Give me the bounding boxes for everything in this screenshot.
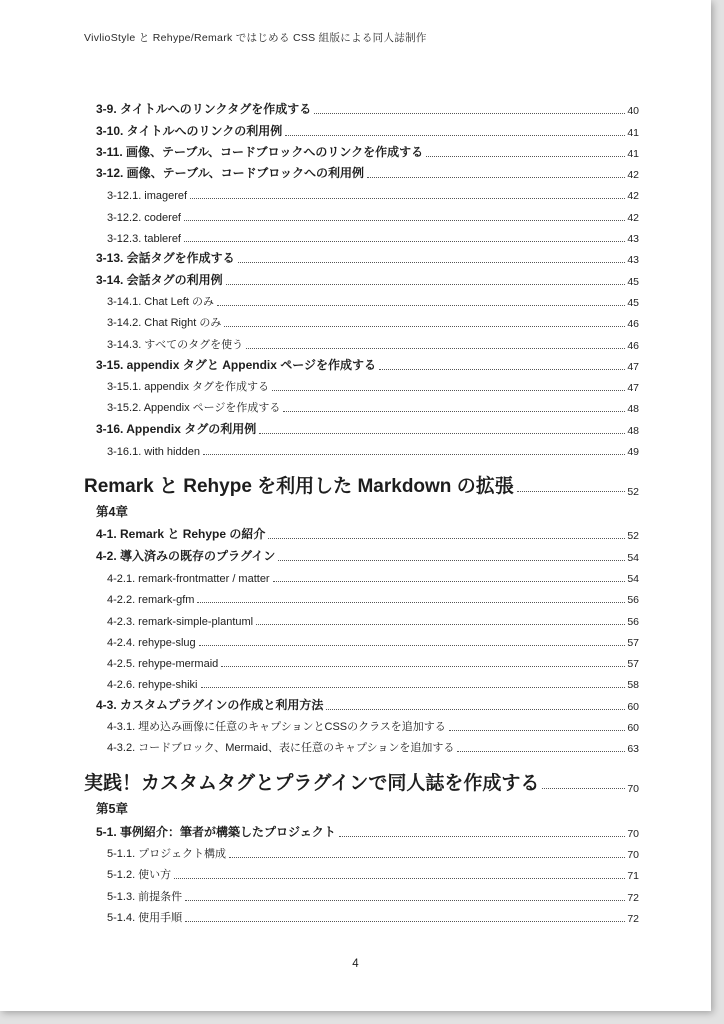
toc-entry-label: 3-16. Appendix タグの利用例	[96, 421, 257, 436]
toc-entry[interactable]	[84, 522, 639, 543]
toc-entry-label: 3-14.1. Chat Left のみ	[107, 295, 214, 308]
leader-dots	[184, 241, 625, 242]
toc-entry-label: 5-1.3. 前提条件	[107, 890, 183, 903]
leader-dots	[185, 921, 625, 922]
toc-entry-label: 4-3.1. 埋め込み画像に任意のキャプションとCSSのクラスを追加する	[107, 721, 446, 734]
leader-dots	[259, 433, 625, 434]
toc-entry-line	[84, 416, 639, 437]
toc-entry-line	[84, 161, 639, 182]
leader-dots	[542, 788, 625, 789]
chapter-number-label: 第4章	[96, 505, 128, 520]
leader-dots	[426, 156, 625, 157]
toc-entry-line	[84, 766, 639, 796]
toc-entry-line	[84, 905, 639, 926]
toc-entry-page-number: 63	[627, 743, 639, 756]
leader-dots	[449, 730, 626, 731]
toc-entry[interactable]	[84, 883, 639, 904]
toc-entry-line	[84, 353, 639, 374]
toc-entry-line	[84, 692, 639, 713]
toc-entry-label: 3-14.3. すべてのタグを使う	[107, 338, 244, 351]
toc-entry-page-number: 56	[627, 594, 639, 607]
toc-entry[interactable]	[84, 161, 639, 182]
toc-entry-label: 4-2.6. rehype-shiki	[107, 679, 198, 692]
leader-dots	[229, 857, 625, 858]
toc-entry-label: 5-1. 事例紹介：筆者が構築したプロジェクト	[96, 824, 336, 839]
toc-entry[interactable]	[84, 766, 639, 817]
toc-entry-page-number: 70	[627, 848, 639, 861]
toc-entry-label: 4-3.2. コードブロック、Mermaid、表に任意のキャプションを追加する	[107, 742, 455, 755]
toc-entry-page-number: 57	[627, 658, 639, 671]
toc-entry-page-number: 41	[627, 147, 639, 160]
toc-entry[interactable]	[84, 118, 639, 139]
leader-dots	[273, 581, 626, 582]
toc-entry-label: 3-12.3. tableref	[107, 233, 181, 246]
toc-entry-label: 3-16.1. with hidden	[107, 446, 200, 459]
toc-entry-page-number: 42	[627, 211, 639, 224]
leader-dots	[314, 113, 625, 114]
toc-entry-line	[84, 203, 639, 224]
toc-entry-label: 5-1.2. 使い方	[107, 869, 172, 882]
toc-entry[interactable]	[84, 469, 639, 520]
toc-entry-page-number: 57	[627, 636, 639, 649]
toc-entry[interactable]	[84, 203, 639, 224]
toc-entry-page-number: 60	[627, 700, 639, 713]
toc-entry-line	[84, 331, 639, 352]
toc-entry-line	[84, 862, 639, 883]
toc-entry-page-number: 40	[627, 105, 639, 118]
toc-entry-page-number: 46	[627, 339, 639, 352]
toc-entry-line	[84, 374, 639, 395]
toc-entry-line	[84, 565, 639, 586]
toc-entry[interactable]	[84, 353, 639, 374]
leader-dots	[379, 369, 625, 370]
toc-entry-page-number: 58	[627, 679, 639, 692]
toc-entry-line	[84, 395, 639, 416]
toc-entry[interactable]	[84, 140, 639, 161]
toc-entry[interactable]	[84, 225, 639, 246]
toc-entry-label: 4-2. 導入済みの既存のプラグイン	[96, 548, 276, 563]
toc-entry[interactable]	[84, 267, 639, 288]
toc-entry-label: 3-12. 画像、テーブル、コードブロックへの利用例	[96, 166, 365, 181]
toc-entry-label: 3-12.1. imageref	[107, 190, 188, 203]
toc-entry-label: 4-2.2. remark-gfm	[107, 594, 195, 607]
toc-entry-label: 4-2.4. rehype-slug	[107, 636, 196, 649]
table-of-contents	[84, 97, 639, 926]
toc-entry[interactable]	[84, 331, 639, 352]
toc-entry-line	[84, 267, 639, 288]
toc-entry-page-number: 49	[627, 446, 639, 459]
toc-entry-line	[84, 438, 639, 459]
toc-entry-label: Remark と Rehype を利用した Markdown の拡張	[84, 476, 514, 498]
toc-entry-line	[84, 543, 639, 564]
leader-dots	[221, 666, 625, 667]
leader-dots	[199, 645, 626, 646]
toc-entry-line	[84, 629, 639, 650]
leader-dots	[367, 177, 625, 178]
toc-entry[interactable]	[84, 692, 639, 713]
toc-entry[interactable]	[84, 841, 639, 862]
leader-dots	[190, 198, 625, 199]
chapter-number-label: 第5章	[96, 802, 128, 817]
toc-entry-label: 5-1.1. プロジェクト構成	[107, 847, 226, 860]
toc-entry-page-number: 47	[627, 360, 639, 373]
toc-entry-label: 3-13. 会話タグを作成する	[96, 251, 235, 266]
toc-entry[interactable]	[84, 714, 639, 735]
toc-entry-label: 3-15. appendix タグと Appendix ページを作成する	[96, 357, 377, 372]
toc-entry-page-number: 56	[627, 615, 639, 628]
toc-entry-page-number: 45	[627, 296, 639, 309]
toc-entry-line	[84, 246, 639, 267]
toc-entry-label: 3-10. タイトルへのリンクの利用例	[96, 123, 283, 138]
toc-entry-page-number: 48	[627, 424, 639, 437]
toc-entry-line	[84, 182, 639, 203]
toc-entry-label: 3-15.1. appendix タグを作成する	[107, 381, 270, 394]
leader-dots	[226, 284, 626, 285]
toc-entry[interactable]	[84, 438, 639, 459]
toc-entry[interactable]	[84, 650, 639, 671]
toc-entry-label: 3-15.2. Appendix ページを作成する	[107, 402, 281, 415]
toc-entry-line	[84, 714, 639, 735]
toc-entry-page-number: 45	[627, 275, 639, 288]
toc-entry-label: 3-14. 会話タグの利用例	[96, 272, 223, 287]
toc-entry-label: 4-3. カスタムプラグインの作成と利用方法	[96, 697, 324, 712]
leader-dots	[185, 900, 625, 901]
toc-entry[interactable]	[84, 289, 639, 310]
toc-entry-line	[84, 118, 639, 139]
toc-entry-page-number: 70	[627, 827, 639, 840]
toc-entry-page-number: 41	[627, 126, 639, 139]
leader-dots	[246, 348, 625, 349]
toc-entry-page-number: 48	[627, 403, 639, 416]
leader-dots	[203, 454, 625, 455]
leader-dots	[272, 390, 625, 391]
leader-dots	[517, 491, 626, 492]
toc-entry-line	[84, 650, 639, 671]
toc-entry-line	[84, 735, 639, 756]
toc-entry-line	[84, 819, 639, 840]
toc-entry-page-number: 52	[627, 486, 639, 499]
toc-entry-label: 3-14.2. Chat Right のみ	[107, 317, 222, 330]
toc-entry-page-number: 52	[627, 530, 639, 543]
toc-entry-page-number: 60	[627, 722, 639, 735]
toc-entry-line	[84, 469, 639, 499]
toc-entry[interactable]	[84, 310, 639, 331]
toc-entry-line	[84, 97, 639, 118]
toc-entry[interactable]	[84, 395, 639, 416]
toc-entry-label: 3-9. タイトルへのリンクタグを作成する	[96, 102, 312, 117]
toc-entry-page-number: 46	[627, 318, 639, 331]
toc-entry[interactable]	[84, 671, 639, 692]
toc-entry-label: 5-1.4. 使用手順	[107, 911, 183, 924]
toc-entry[interactable]	[84, 416, 639, 437]
toc-entry-line	[84, 522, 639, 543]
toc-entry-line	[84, 607, 639, 628]
leader-dots	[457, 751, 625, 752]
toc-entry-page-number: 72	[627, 891, 639, 904]
leader-dots	[326, 709, 625, 710]
page-number-footer: 4	[352, 958, 359, 970]
toc-entry-page-number: 54	[627, 551, 639, 564]
toc-entry-line	[84, 289, 639, 310]
toc-entry-line	[84, 671, 639, 692]
toc-entry-label: 実践！カスタムタグとプラグインで同人誌を作成する	[84, 773, 540, 795]
toc-entry[interactable]	[84, 819, 639, 840]
toc-entry[interactable]	[84, 905, 639, 926]
toc-entry[interactable]	[84, 862, 639, 883]
toc-entry-label: 4-2.5. rehype-mermaid	[107, 658, 219, 671]
toc-entry-page-number: 42	[627, 169, 639, 182]
toc-entry[interactable]	[84, 629, 639, 650]
leader-dots	[224, 326, 625, 327]
leader-dots	[339, 836, 626, 837]
toc-entry[interactable]	[84, 586, 639, 607]
leader-dots	[201, 687, 626, 688]
toc-entry-page-number: 54	[627, 572, 639, 585]
toc-entry-page-number: 71	[627, 870, 639, 883]
toc-entry-label: 3-12.2. coderef	[107, 211, 181, 224]
leader-dots	[278, 560, 625, 561]
leader-dots	[268, 538, 625, 539]
toc-entry-line	[84, 140, 639, 161]
leader-dots	[197, 602, 625, 603]
leader-dots	[238, 262, 626, 263]
toc-entry[interactable]	[84, 374, 639, 395]
toc-entry-label: 4-1. Remark と Rehype の紹介	[96, 527, 266, 542]
leader-dots	[256, 624, 625, 625]
toc-entry-line	[84, 586, 639, 607]
toc-entry[interactable]	[84, 543, 639, 564]
leader-dots	[283, 411, 625, 412]
toc-entry-line	[84, 225, 639, 246]
toc-entry[interactable]	[84, 246, 639, 267]
leader-dots	[217, 305, 625, 306]
toc-entry-line	[84, 310, 639, 331]
leader-dots	[285, 135, 625, 136]
toc-entry[interactable]	[84, 182, 639, 203]
toc-entry-label: 3-11. 画像、テーブル、コードブロックへのリンクを作成する	[96, 144, 424, 159]
toc-entry[interactable]	[84, 607, 639, 628]
toc-entry-page-number: 72	[627, 912, 639, 925]
toc-entry-page-number: 70	[627, 783, 639, 796]
toc-entry-label: 4-2.1. remark-frontmatter / matter	[107, 572, 270, 585]
toc-entry-page-number: 47	[627, 382, 639, 395]
toc-entry-page-number: 43	[627, 254, 639, 267]
leader-dots	[174, 878, 625, 879]
toc-entry-line	[84, 841, 639, 862]
toc-entry-line	[84, 883, 639, 904]
toc-entry-label: 4-2.3. remark-simple-plantuml	[107, 615, 254, 628]
toc-entry[interactable]	[84, 565, 639, 586]
leader-dots	[184, 220, 625, 221]
toc-entry[interactable]	[84, 735, 639, 756]
running-header: VivlioStyle と Rehype/Remark ではじめる CSS 組版による同人誌制作	[84, 32, 427, 44]
toc-entry-page-number: 43	[627, 233, 639, 246]
toc-entry[interactable]	[84, 97, 639, 118]
toc-entry-page-number: 42	[627, 190, 639, 203]
